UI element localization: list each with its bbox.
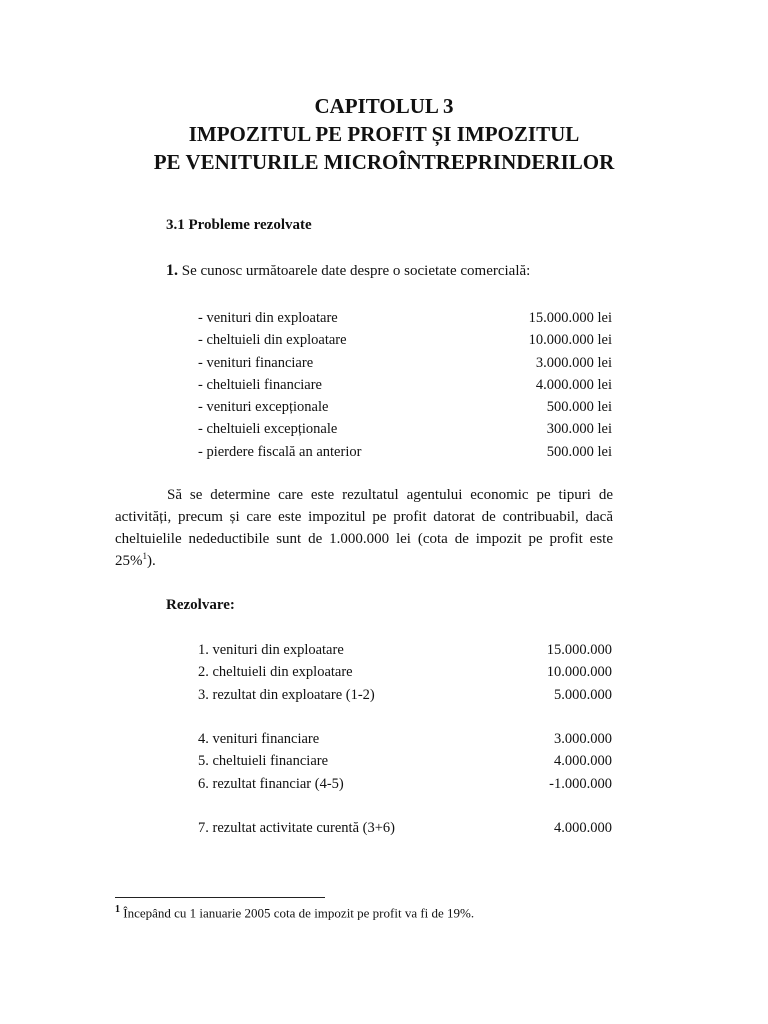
calc-group-financiar: [198, 728, 612, 795]
data-label: - venituri din exploatare: [198, 310, 338, 326]
data-row: [198, 441, 612, 463]
solution-heading: Rezolvare:: [166, 597, 235, 613]
footnote-divider: [115, 897, 325, 898]
calc-row: [198, 639, 612, 661]
calc-value: 10.000.000: [546, 664, 612, 681]
chapter-title-line-2: IMPOZITUL PE PROFIT ȘI IMPOZITUL: [188, 122, 580, 146]
data-value: 4.000.000 lei: [535, 376, 612, 393]
problem-statement-end: ).: [147, 553, 156, 569]
calc-value: 15.000.000: [546, 642, 612, 658]
calc-row: [198, 773, 612, 795]
calc-value: -1.000.000: [549, 775, 612, 792]
data-label: - cheltuieli excepționale: [198, 421, 338, 438]
footnote-marker: 1: [115, 904, 120, 915]
calc-label: 5. cheltuieli financiare: [198, 753, 329, 770]
data-label: - venituri excepționale: [198, 399, 329, 416]
footnote-text: Începând cu 1 ianuarie 2005 cota de impozit pe profit va fi de 19%.: [120, 905, 475, 921]
data-label: - cheltuieli financiare: [198, 376, 322, 393]
calc-value: 4.000.000: [554, 753, 612, 770]
footnote-reference: 1: [142, 551, 147, 561]
calc-label: 3. rezultat din exploatare (1-2): [198, 686, 375, 703]
given-data-list: [198, 307, 612, 463]
calc-label: 4. venituri financiare: [198, 731, 320, 747]
problem-statement-text: Să se determine care este rezultatul agentului economic pe tipuri de activități, precum și care este impozitul pe profit datorat de contribuabil, dacă cheltuielile nedeductibile sunt de 1.000.000 lei (cota de impozit pe profit este 25%: [115, 487, 613, 569]
data-value: 10.000.000 lei: [528, 332, 612, 349]
data-row: [198, 329, 612, 351]
calc-group-curenta: [198, 817, 612, 839]
data-label: - cheltuieli din exploatare: [198, 332, 347, 349]
calc-label: 7. rezultat activitate curentă (3+6): [198, 820, 395, 836]
section-heading: 3.1 Probleme rezolvate: [166, 217, 312, 233]
problem-intro: [166, 262, 530, 280]
calc-value: 3.000.000: [554, 731, 612, 747]
problem-intro-text: Se cunosc următoarele date despre o societate comercială:: [181, 263, 531, 279]
data-row: [198, 396, 612, 418]
calc-row: [198, 817, 612, 839]
chapter-title-line-1: CAPITOLUL 3: [314, 94, 454, 118]
footnote: [115, 904, 474, 921]
calc-group-exploatare: [198, 639, 612, 706]
data-row: [198, 307, 612, 329]
calc-row: [198, 728, 612, 750]
data-value: 15.000.000 lei: [528, 310, 612, 326]
calc-label: 6. rezultat financiar (4-5): [198, 775, 344, 792]
data-value: 500.000 lei: [546, 399, 612, 416]
data-row: [198, 352, 612, 374]
calc-row: [198, 661, 612, 683]
data-value: 3.000.000 lei: [535, 354, 612, 371]
problem-statement: [115, 484, 613, 572]
chapter-title-line-3: PE VENITURILE MICROÎNTREPRINDERILOR: [153, 150, 615, 174]
problem-number: 1.: [166, 262, 178, 279]
calc-row: [198, 684, 612, 706]
calc-row: [198, 750, 612, 772]
calc-label: 2. cheltuieli din exploatare: [198, 664, 353, 681]
data-value: 300.000 lei: [546, 421, 612, 438]
data-row: [198, 418, 612, 440]
data-row: [198, 374, 612, 396]
data-label: - venituri financiare: [198, 354, 314, 371]
data-label: - pierdere fiscală an anterior: [198, 443, 362, 460]
calc-value: 4.000.000: [554, 820, 612, 836]
chapter-title: [0, 92, 768, 176]
calc-value: 5.000.000: [554, 686, 612, 703]
calc-label: 1. venituri din exploatare: [198, 642, 344, 658]
data-value: 500.000 lei: [546, 443, 612, 460]
